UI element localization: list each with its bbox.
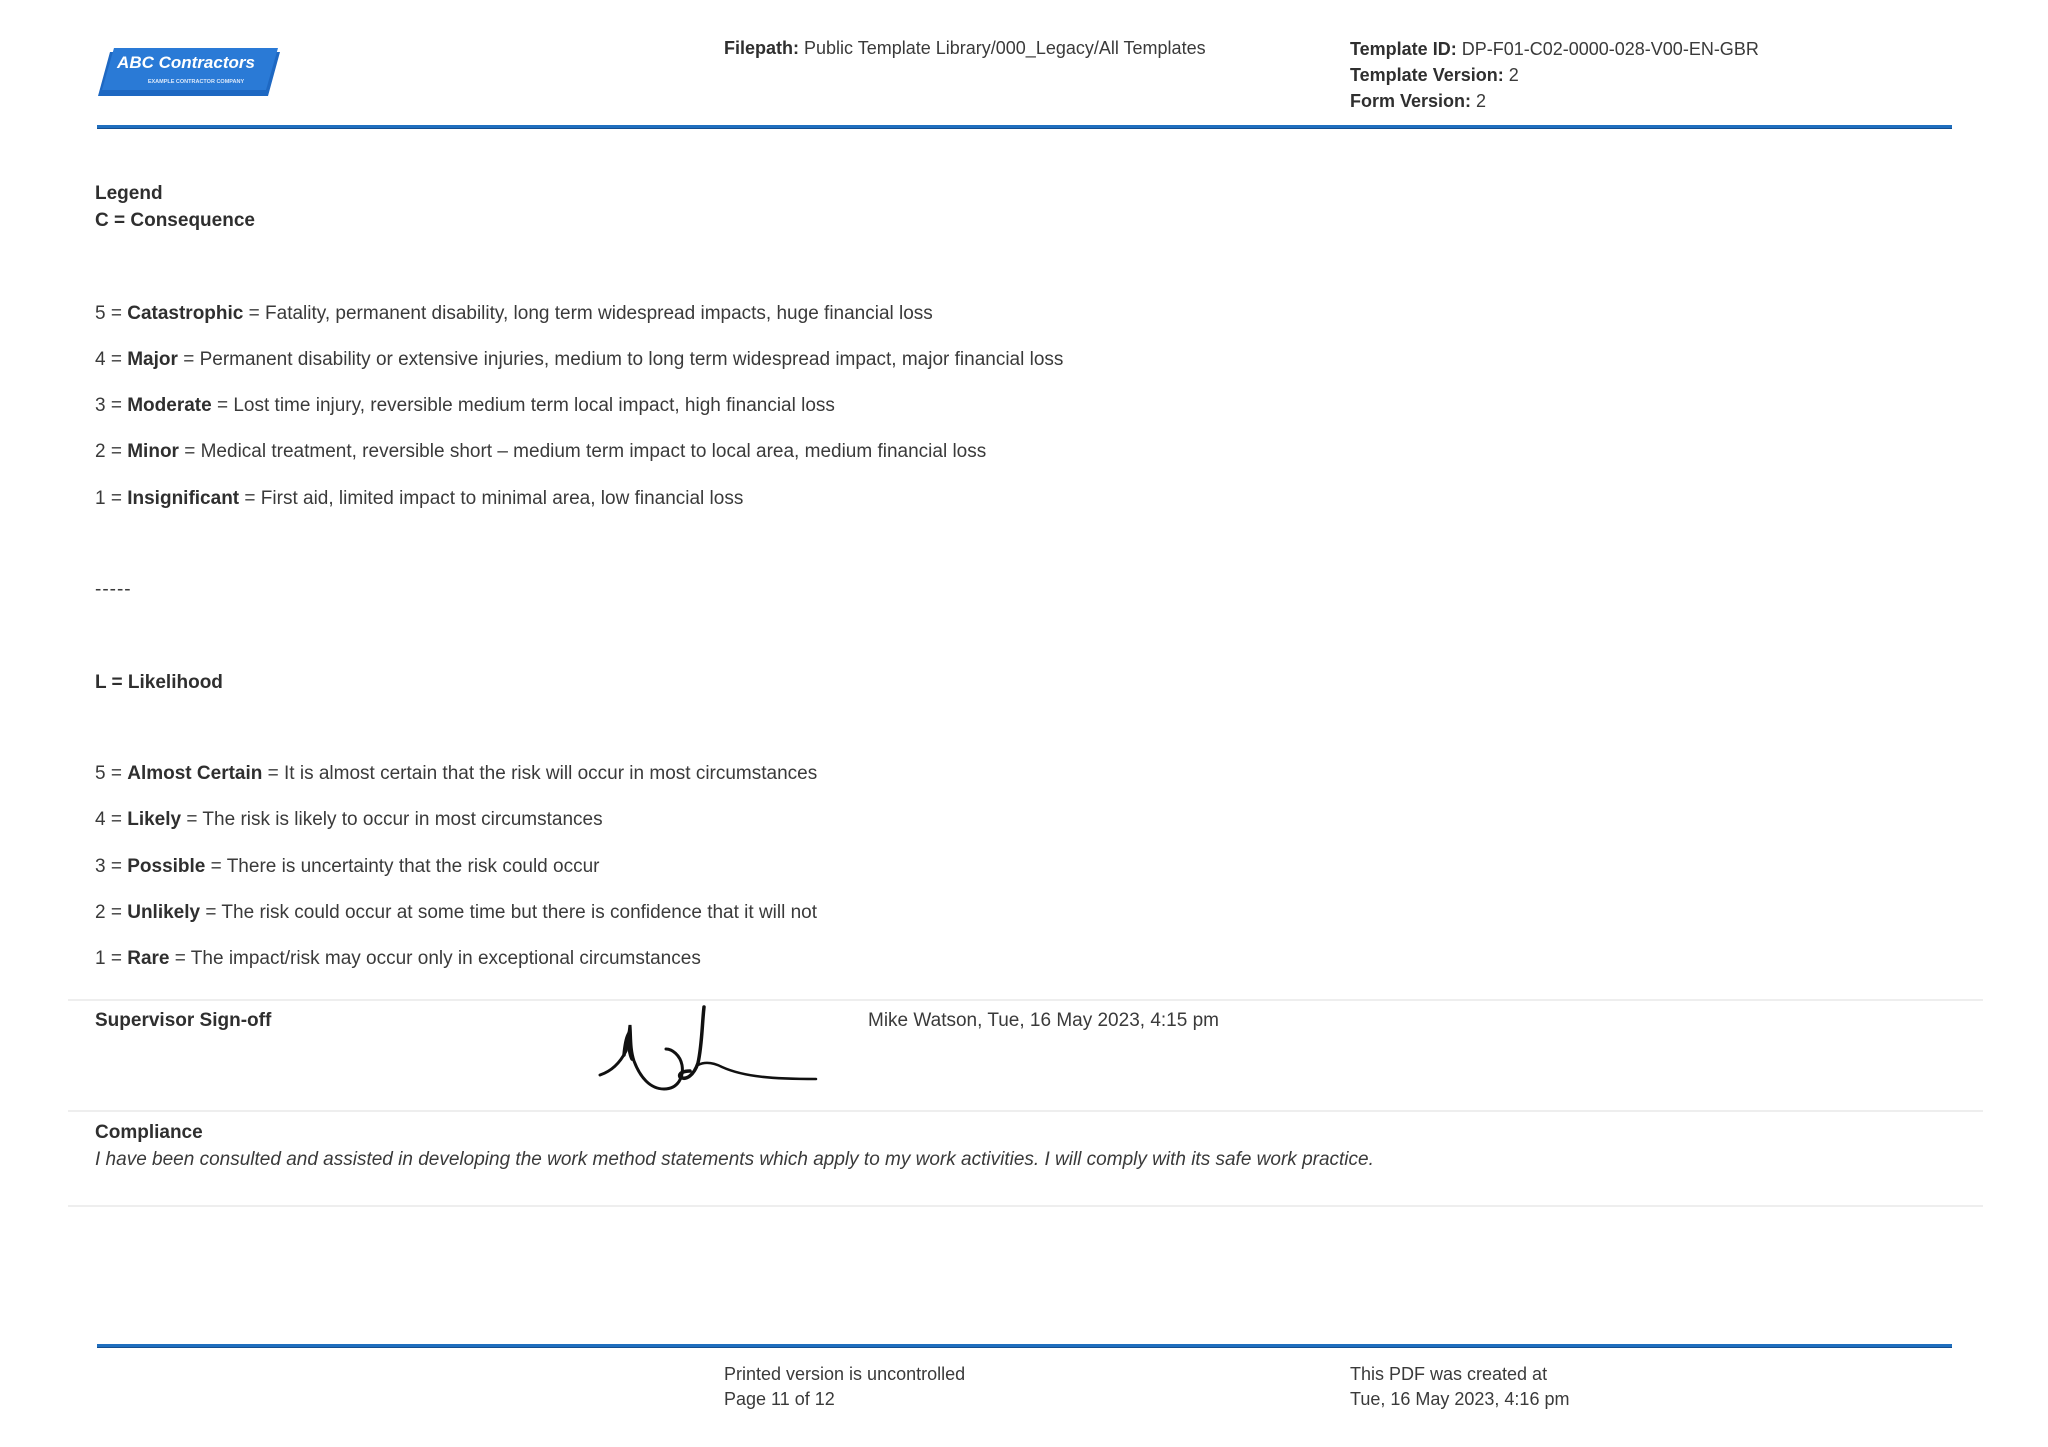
consequence-title: C = Consequence — [95, 210, 255, 231]
level-term: Almost Certain — [127, 763, 263, 784]
filepath-value: Public Template Library/000_Legacy/All Templates — [804, 38, 1206, 58]
level-term: Likely — [127, 809, 182, 830]
template-version-label: Template Version: — [1350, 65, 1504, 85]
level-description: = Lost time injury, reversible medium term local impact, high financial loss — [211, 395, 835, 416]
template-id-value: DP-F01-C02-0000-028-V00-EN-GBR — [1461, 39, 1759, 59]
consequence-item — [95, 302, 933, 326]
legend-title: Legend — [95, 183, 163, 204]
compliance-label: Compliance — [95, 1122, 203, 1143]
created-label: This PDF was created at — [1350, 1364, 1548, 1384]
likelihood-title: L = Likelihood — [95, 672, 223, 693]
consequence-item — [95, 348, 1063, 372]
level-term: Catastrophic — [127, 303, 244, 324]
page-header — [0, 0, 2048, 130]
level-term: Major — [127, 349, 178, 370]
uncontrolled-notice: Printed version is uncontrolled — [724, 1364, 966, 1384]
signoff-label: Supervisor Sign-off — [95, 1010, 272, 1031]
company-logo — [98, 46, 280, 100]
template-id-label: Template ID: — [1350, 39, 1457, 59]
level-description: = Medical treatment, reversible short – medium term impact to local area, medium financial loss — [178, 441, 987, 462]
filepath-label: Filepath: — [724, 38, 799, 58]
likelihood-item — [95, 762, 817, 786]
compliance-text: I have been consulted and assisted in developing the work method statements which apply to my work activities. I will comply with its safe work practice. — [95, 1149, 1374, 1170]
level-description: = The impact/risk may occur only in exceptional circumstances — [169, 948, 701, 969]
level-term: Moderate — [127, 395, 212, 416]
created-timestamp: Tue, 16 May 2023, 4:16 pm — [1350, 1389, 1570, 1409]
footer-right — [1350, 1362, 1569, 1412]
form-version-value: 2 — [1476, 91, 1487, 111]
consequence-item — [95, 487, 743, 511]
level-description: = The risk could occur at some time but there is confidence that it will not — [200, 902, 818, 923]
header-divider — [97, 125, 1952, 129]
template-meta — [1350, 36, 1759, 114]
level-number: 5 = — [95, 763, 128, 784]
template-version-value: 2 — [1508, 65, 1519, 85]
logo-badge-icon — [98, 46, 280, 100]
section-divider — [68, 1110, 1983, 1112]
level-description: = Permanent disability or extensive injuries, medium to long term widespread impact, major financial loss — [177, 349, 1064, 370]
level-description: = The risk is likely to occur in most circumstances — [181, 809, 603, 830]
likelihood-item — [95, 855, 599, 879]
likelihood-item — [95, 808, 603, 832]
level-number: 4 = — [95, 809, 128, 830]
page-number: Page 11 of 12 — [724, 1389, 835, 1409]
level-description: = Fatality, permanent disability, long term widespread impacts, huge financial loss — [243, 303, 933, 324]
level-term: Insignificant — [127, 488, 240, 509]
level-term: Possible — [127, 856, 206, 877]
logo-title: ABC Contractors — [117, 53, 255, 72]
level-term: Rare — [127, 948, 170, 969]
template-id — [1350, 36, 1759, 62]
signoff-value: Mike Watson, Tue, 16 May 2023, 4:15 pm — [868, 1010, 1219, 1031]
legend-separator: ----- — [95, 579, 132, 600]
likelihood-item — [95, 947, 701, 971]
level-description: = It is almost certain that the risk will occur in most circumstances — [262, 763, 818, 784]
section-divider — [68, 1205, 1983, 1207]
template-version — [1350, 62, 1759, 88]
level-term: Unlikely — [127, 902, 201, 923]
footer-center — [724, 1362, 965, 1412]
level-term: Minor — [127, 441, 179, 462]
level-description: = First aid, limited impact to minimal area, low financial loss — [239, 488, 744, 509]
level-number: 2 = — [95, 441, 128, 462]
level-number: 4 = — [95, 349, 128, 370]
level-number: 1 = — [95, 948, 128, 969]
level-number: 1 = — [95, 488, 128, 509]
level-number: 5 = — [95, 303, 128, 324]
level-number: 3 = — [95, 856, 128, 877]
form-version — [1350, 88, 1759, 114]
likelihood-item — [95, 901, 817, 925]
level-description: = There is uncertainty that the risk could occur — [205, 856, 600, 877]
section-divider — [68, 999, 1983, 1001]
consequence-item — [95, 394, 835, 418]
filepath — [724, 36, 1206, 60]
signature-icon — [598, 1005, 820, 1097]
level-number: 2 = — [95, 902, 128, 923]
form-version-label: Form Version: — [1350, 91, 1472, 111]
level-number: 3 = — [95, 395, 128, 416]
consequence-item — [95, 440, 986, 464]
footer-divider — [97, 1344, 1952, 1348]
logo-subtitle: EXAMPLE CONTRACTOR COMPANY — [147, 79, 245, 85]
